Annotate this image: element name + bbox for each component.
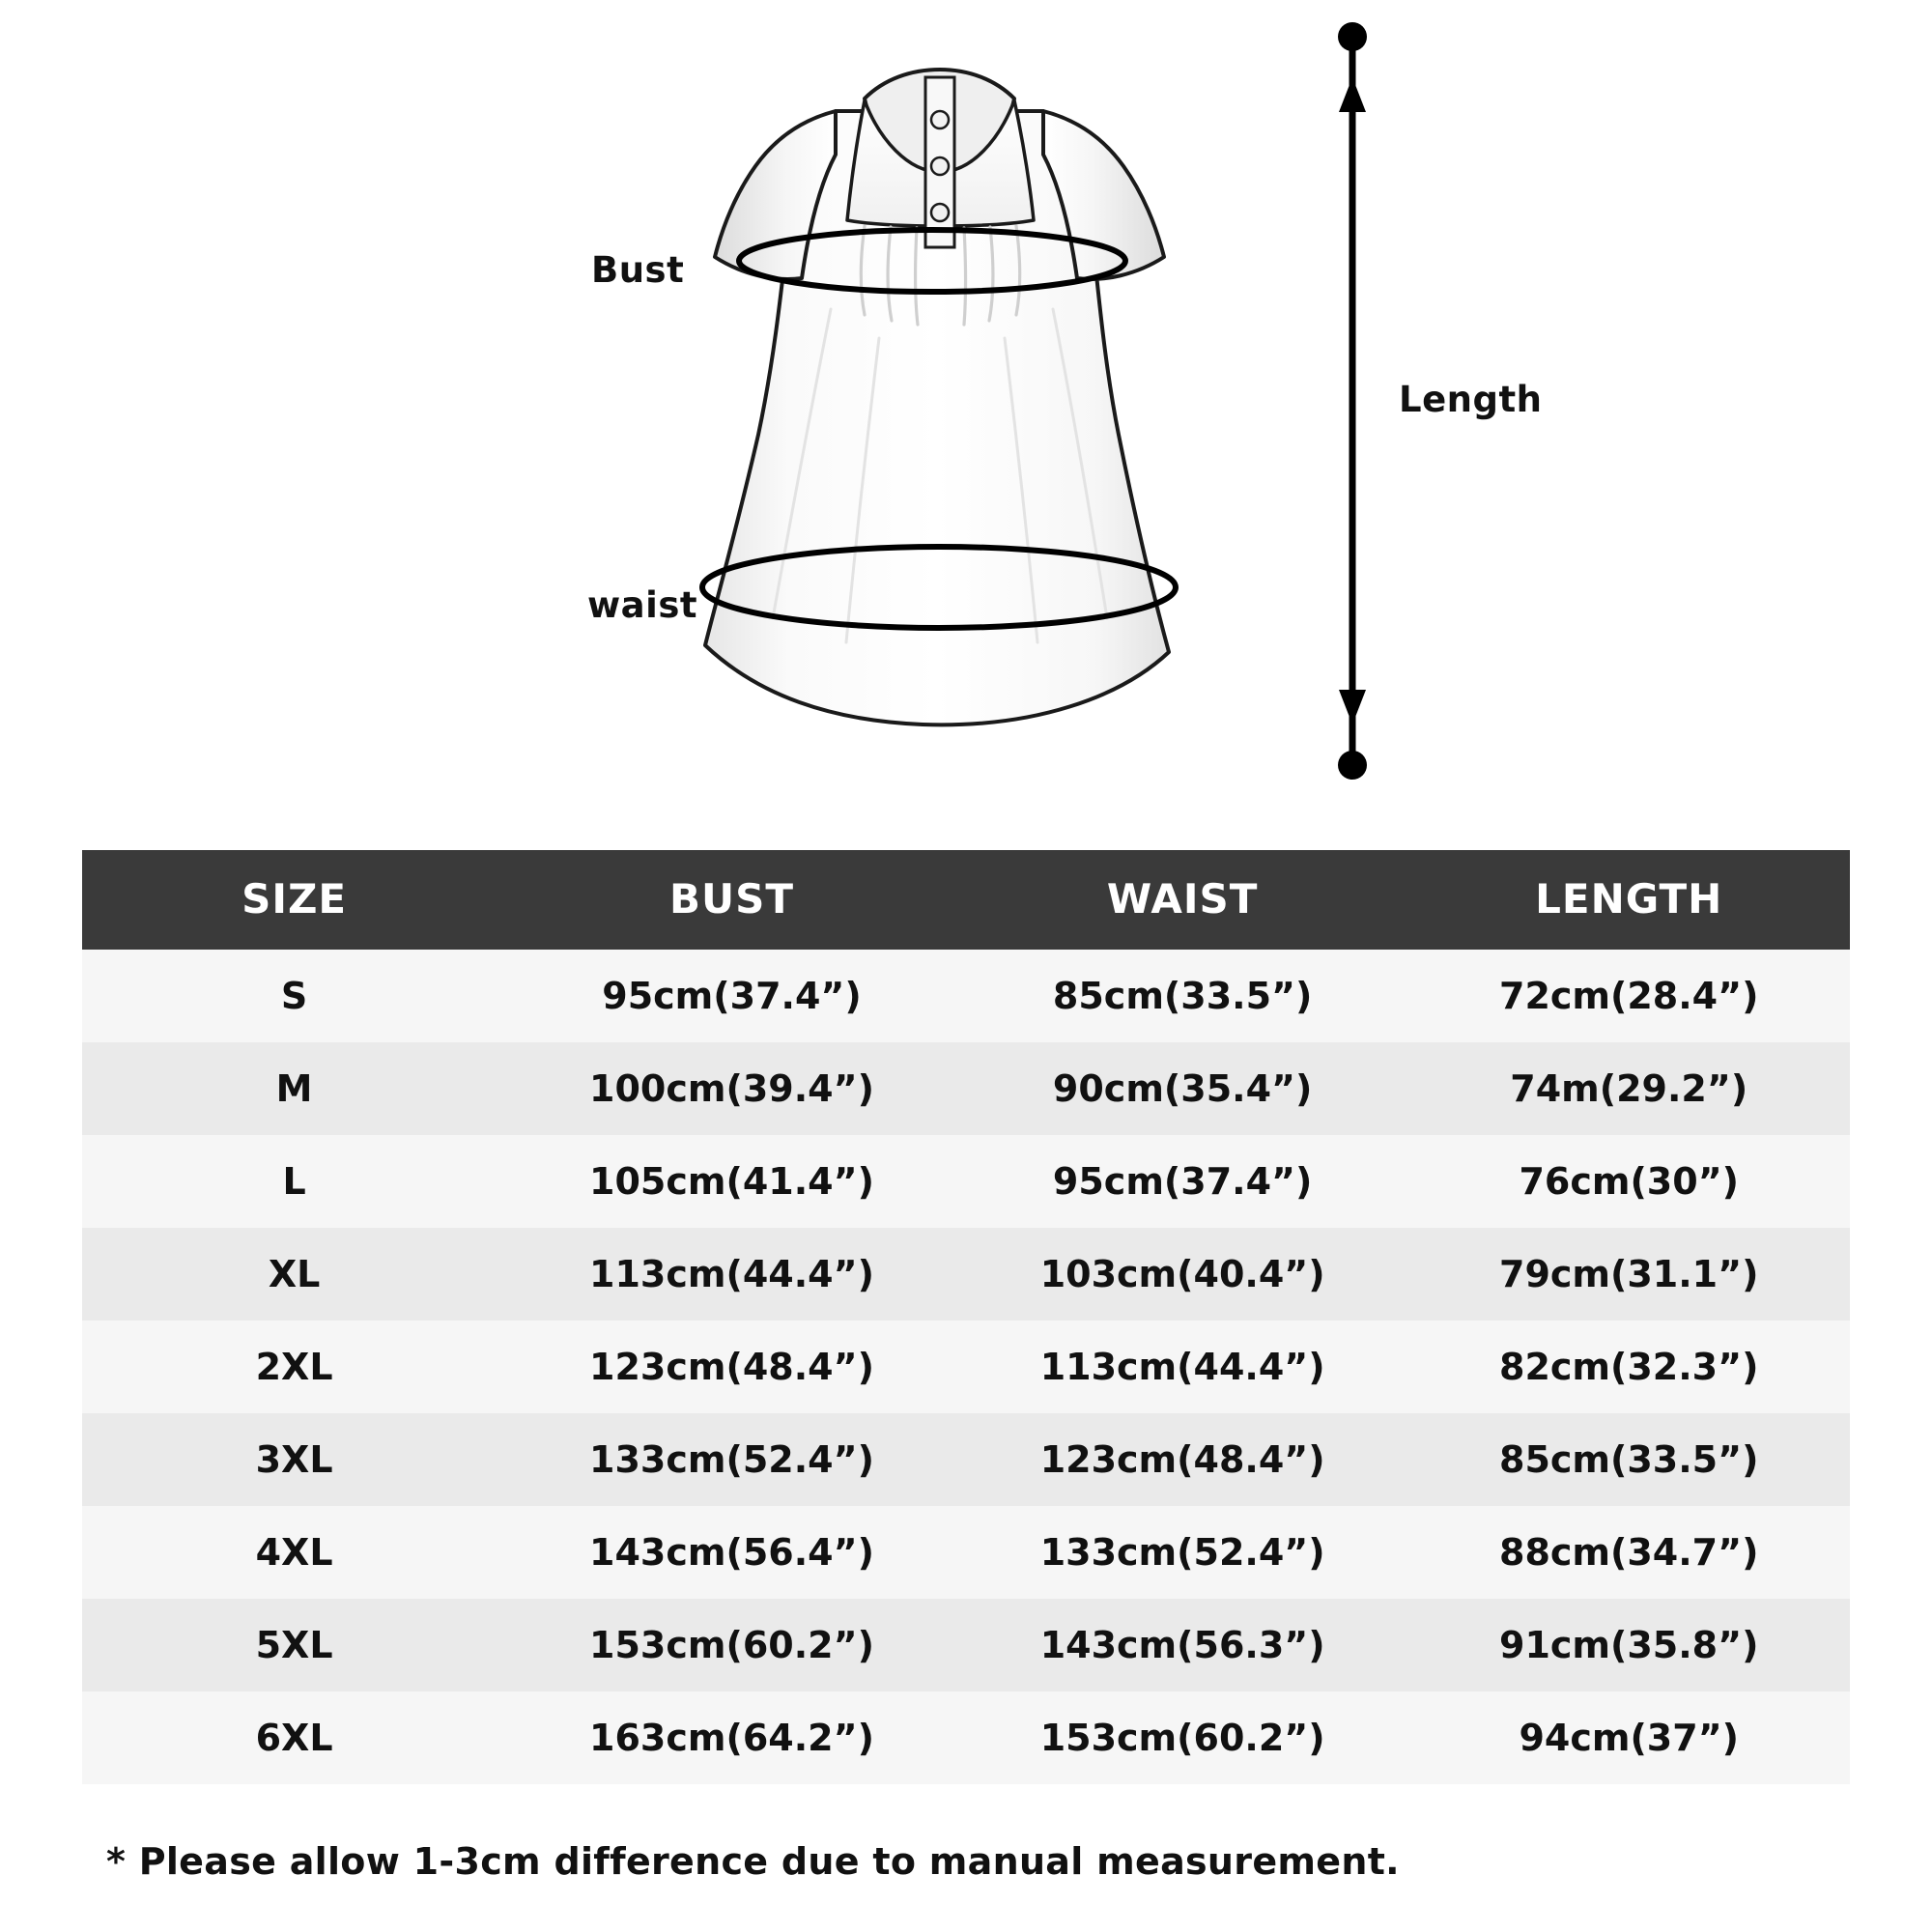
cell-size: 3XL (82, 1413, 506, 1506)
cell-length: 91cm(35.8”) (1407, 1599, 1850, 1691)
cell-size: M (82, 1042, 506, 1135)
cell-waist: 103cm(40.4”) (957, 1228, 1408, 1321)
cell-size: 4XL (82, 1506, 506, 1599)
cell-length: 72cm(28.4”) (1407, 950, 1850, 1042)
cell-size: 6XL (82, 1691, 506, 1784)
cell-waist: 133cm(52.4”) (957, 1506, 1408, 1599)
cell-length: 94cm(37”) (1407, 1691, 1850, 1784)
cell-bust: 95cm(37.4”) (506, 950, 957, 1042)
cell-bust: 113cm(44.4”) (506, 1228, 957, 1321)
cell-size: XL (82, 1228, 506, 1321)
button-icon (931, 157, 949, 175)
cell-size: S (82, 950, 506, 1042)
measurement-footnote: * Please allow 1-3cm difference due to manual measurement. (106, 1840, 1400, 1883)
column-header-size: SIZE (82, 850, 506, 950)
table-row (82, 1506, 1850, 1599)
cell-bust: 133cm(52.4”) (506, 1413, 957, 1506)
table-row (82, 1691, 1850, 1784)
table-row (82, 1413, 1850, 1506)
garment-illustration (0, 0, 1932, 850)
length-label: Length (1399, 379, 1543, 420)
column-header-bust: BUST (506, 850, 957, 950)
cell-bust: 163cm(64.2”) (506, 1691, 957, 1784)
waist-label: waist (587, 584, 698, 626)
bust-label: Bust (591, 249, 685, 291)
cell-bust: 105cm(41.4”) (506, 1135, 957, 1228)
cell-waist: 85cm(33.5”) (957, 950, 1408, 1042)
table-row (82, 1228, 1850, 1321)
table-row (82, 1135, 1850, 1228)
table-row (82, 950, 1850, 1042)
cell-length: 76cm(30”) (1407, 1135, 1850, 1228)
cell-waist: 113cm(44.4”) (957, 1321, 1408, 1413)
button-icon (931, 204, 949, 221)
cell-length: 88cm(34.7”) (1407, 1506, 1850, 1599)
cell-waist: 143cm(56.3”) (957, 1599, 1408, 1691)
cell-length: 82cm(32.3”) (1407, 1321, 1850, 1413)
table-row (82, 1042, 1850, 1135)
cell-size: 5XL (82, 1599, 506, 1691)
column-header-waist: WAIST (957, 850, 1408, 950)
cell-length: 79cm(31.1”) (1407, 1228, 1850, 1321)
cell-length: 74m(29.2”) (1407, 1042, 1850, 1135)
table-row (82, 1599, 1850, 1691)
garment-figure (667, 19, 1208, 821)
cell-bust: 153cm(60.2”) (506, 1599, 957, 1691)
cell-waist: 123cm(48.4”) (957, 1413, 1408, 1506)
cell-bust: 100cm(39.4”) (506, 1042, 957, 1135)
column-header-length: LENGTH (1407, 850, 1850, 950)
length-measure-arrow (1314, 19, 1391, 821)
button-icon (931, 111, 949, 128)
cell-waist: 95cm(37.4”) (957, 1135, 1408, 1228)
cell-bust: 123cm(48.4”) (506, 1321, 957, 1413)
cell-waist: 90cm(35.4”) (957, 1042, 1408, 1135)
cell-bust: 143cm(56.4”) (506, 1506, 957, 1599)
table-row (82, 1321, 1850, 1413)
cell-length: 85cm(33.5”) (1407, 1413, 1850, 1506)
cell-waist: 153cm(60.2”) (957, 1691, 1408, 1784)
tunic-top-svg (667, 19, 1208, 821)
size-chart-table (82, 850, 1850, 1784)
cell-size: 2XL (82, 1321, 506, 1413)
table-header-row (82, 850, 1850, 950)
cell-size: L (82, 1135, 506, 1228)
